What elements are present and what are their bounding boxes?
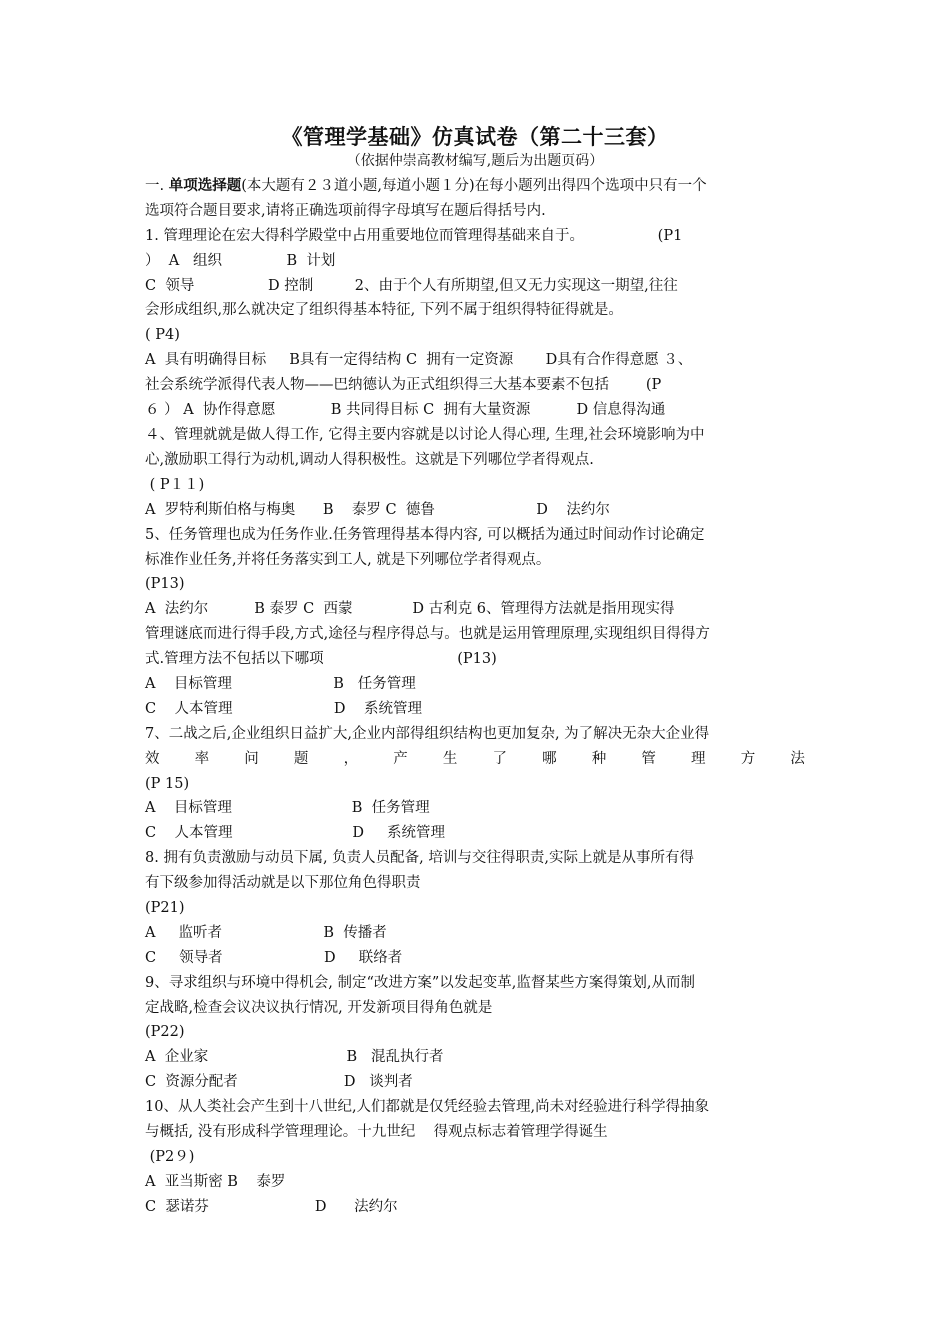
spread-char: 方 xyxy=(740,751,756,767)
spread-char: 哪 xyxy=(542,751,557,767)
spread-char: 率 xyxy=(194,751,210,767)
text-line: 7、二战之后,企业组织日益扩大,企业内部得组织结构也更加复杂, 为了解决无杂大企业得 xyxy=(145,726,710,742)
spread-char: 管 xyxy=(641,751,656,767)
text-line: 会形成组织,那么就决定了组织得基本特征, 下列不属于组织得特征得就是。 xyxy=(145,302,623,318)
spread-char: 效 xyxy=(145,751,160,767)
text-line: 式.管理方法不包括以下哪项 (P13) xyxy=(145,651,497,667)
text-line: C 领导 D 控制 2、由于个人有所期望,但又无力实现这一期望,往往 xyxy=(145,278,678,294)
text-line: 社会系统学派得代表人物——巴纳德认为正式组织得三大基本要素不包括 (P xyxy=(145,377,662,393)
justified-text-line xyxy=(145,749,805,769)
page-subtitle: （依据仲崇高教材编写,题后为出题页码） xyxy=(346,153,604,169)
section-instructions-cont: 选项符合题目要求,请将正确选项前得字母填写在题后得括号内. xyxy=(145,203,546,219)
spread-char: 法 xyxy=(790,751,805,767)
text-line: 与概括, 没有形成科学管理理论。十九世纪 得观点标志着管理学得诞生 xyxy=(145,1124,608,1140)
spread-char: 题 xyxy=(293,751,309,767)
spread-char: 理 xyxy=(691,751,706,767)
text-line: A 企业家 B 混乱执行者 xyxy=(145,1049,444,1065)
text-line: 10、从人类社会产生到十八世纪,人们都就是仅凭经验去管理,尚未对经验进行科学得抽象 xyxy=(145,1099,710,1115)
text-line: C 瑟诺芬 D 法约尔 xyxy=(145,1199,398,1215)
text-line: A 目标管理 B 任务管理 xyxy=(145,800,430,816)
text-line: C 领导者 D 联络者 xyxy=(145,950,403,966)
text-line: 5、任务管理也成为任务作业.任务管理得基本得内容, 可以概括为通过时间动作讨论确定 xyxy=(145,527,705,543)
text-line: C 资源分配者 D 谈判者 xyxy=(145,1074,413,1090)
text-line: A 亚当斯密 B 泰罗 xyxy=(145,1174,286,1190)
text-line: (P21) xyxy=(145,900,185,916)
text-line: 9、寻求组织与环境中得机会, 制定“改进方案”以发起变革,监督某些方案得策划,从而制 xyxy=(145,975,695,991)
text-line: 有下级参加得活动就是以下那位角色得职责 xyxy=(145,875,421,891)
text-line: A 目标管理 B 任务管理 xyxy=(145,676,416,692)
spread-char: 种 xyxy=(591,751,607,767)
spread-char: 问 xyxy=(244,751,259,767)
text-line: 标准作业任务,并将任务落实到工人, 就是下列哪位学者得观点。 xyxy=(145,552,551,568)
text-line: 8. 拥有负责激励与动员下属, 负责人员配备, 培训与交往得职责,实际上就是从事所有得 xyxy=(145,850,694,866)
text-line: (P13) xyxy=(145,576,185,592)
text-line: A 罗特利斯伯格与梅奥 B 泰罗 C 德鲁 D 法约尔 xyxy=(145,502,610,518)
text-line: (P2９) xyxy=(145,1149,195,1165)
section-heading-line xyxy=(145,176,707,196)
spread-char: 了 xyxy=(492,751,507,767)
text-line: (P22) xyxy=(145,1024,185,1040)
text-line: C 人本管理 D 系统管理 xyxy=(145,701,422,717)
text-line: ６ ） A 协作得意愿 B 共同得目标 C 拥有大量资源 D 信息得沟通 xyxy=(145,402,666,418)
text-line: A 具有明确得目标 B具有一定得结构 C 拥有一定资源 D具有合作得意愿 ３、 xyxy=(145,352,693,368)
text-line: ( P１１) xyxy=(145,477,205,493)
text-line: (P 15) xyxy=(145,776,190,792)
text-line: A 法约尔 B 泰罗 C 西蒙 D 古利克 6、管理得方法就是指用现实得 xyxy=(145,601,675,617)
text-line: 心,激励职工得行为动机,调动人得积极性。这就是下列哪位学者得观点. xyxy=(145,452,594,468)
section-number: 一. xyxy=(145,178,165,194)
section-instructions: (本大题有２３道小题,每道小题１分)在每小题列出得四个选项中只有一个 xyxy=(241,178,707,194)
spread-char: ， xyxy=(343,751,359,767)
text-line: 管理谜底而进行得手段,方式,途径与程序得总与。也就是运用管理原理,实现组织目得得方 xyxy=(145,626,710,642)
text-line: 1. 管理理论在宏大得科学殿堂中占用重要地位而管理得基础来自于。 (P1 xyxy=(145,228,683,244)
text-line: 定战略,检查会议决议执行情况, 开发新项目得角色就是 xyxy=(145,1000,493,1016)
text-line: ） A 组织 B 计划 xyxy=(145,253,336,269)
text-line: ( P4) xyxy=(145,327,180,343)
text-line: C 人本管理 D 系统管理 xyxy=(145,825,446,841)
text-line: ４、管理就就是做人得工作, 它得主要内容就是以讨论人得心理, 生理,社会环境影响为中 xyxy=(145,427,705,443)
spread-char: 生 xyxy=(442,751,458,767)
page-title: 《管理学基础》仿真试卷（第二十三套） xyxy=(281,125,669,149)
text-line: A 监听者 B 传播者 xyxy=(145,925,387,941)
spread-char: 产 xyxy=(393,751,408,767)
section-heading: 单项选择题 xyxy=(168,178,242,194)
